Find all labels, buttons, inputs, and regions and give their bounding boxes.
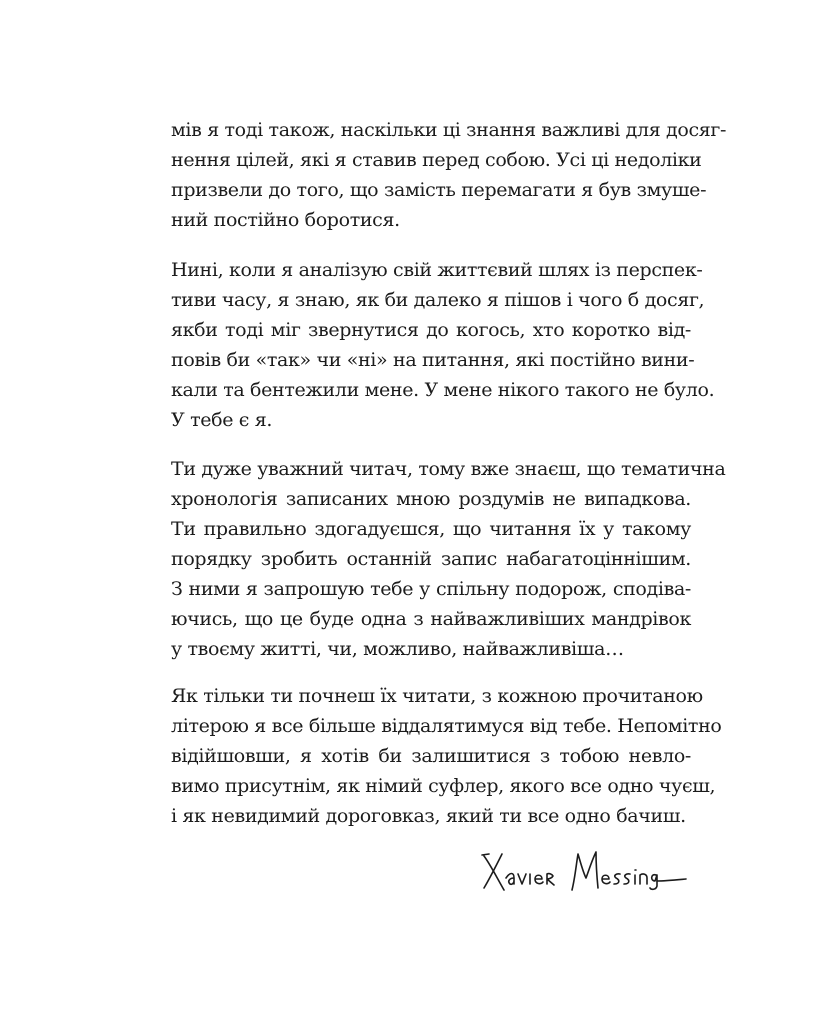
paragraph-4: [171, 681, 722, 831]
paragraph-3: [171, 454, 726, 664]
handwritten-signature: [480, 848, 690, 898]
text-line: вимо присутнім, як німий суфлер, якого все одно чуєш,: [171, 775, 716, 797]
text-line: Ти дуже уважний читач, тому вже знаєш, що тематична: [171, 458, 726, 480]
text-line: Ти правильно здогадуєшся, що читання їх у такому: [171, 518, 691, 540]
text-line: ючись, що це буде одна з найважливіших мандрівок: [171, 608, 691, 630]
text-line: кали та бентежили мене. У мене нікого такого не було.: [171, 379, 715, 401]
text-line: і як невидимий дороговказ, який ти все одно бачиш.: [171, 805, 686, 827]
text-line: З ними я запрошую тебе у спільну подорож, сподіва-: [171, 578, 691, 600]
text-line: Нині, коли я аналізую свій життєвий шлях із перспек-: [171, 259, 703, 281]
text-line: хронологія записаних мною роздумів не випадкова.: [171, 488, 691, 510]
text-line: тиви часу, я знаю, як би далеко я пішов і чого б досяг,: [171, 289, 705, 311]
text-line: повів би «так» чи «ні» на питання, які постійно вини-: [171, 349, 695, 371]
text-line: нення цілей, які я ставив перед собою. Усі ці недоліки: [171, 149, 702, 171]
text-line: літерою я все більше віддалятимуся від тебе. Непомітно: [171, 715, 722, 737]
text-line: Як тільки ти почнеш їх читати, з кожною прочитаною: [171, 685, 703, 707]
text-line: якби тоді міг звернутися до когось, хто коротко від-: [171, 319, 691, 341]
text-line: призвели до того, що замість перемагати я був змуше-: [171, 179, 707, 201]
text-line: мів я тоді також, наскільки ці знання важливі для досяг-: [171, 119, 727, 141]
text-line: порядку зробить останній запис набагатоціннішим.: [171, 548, 691, 570]
paragraph-2: [171, 255, 715, 435]
text-line: ний постійно боротися.: [171, 209, 400, 231]
text-line: У тебе є я.: [171, 409, 273, 431]
paragraph-1: [171, 115, 727, 235]
text-line: у твоєму житті, чи, можливо, найважливіша…: [171, 638, 624, 660]
text-line: відійшовши, я хотів би залишитися з тобою невло-: [171, 745, 691, 767]
